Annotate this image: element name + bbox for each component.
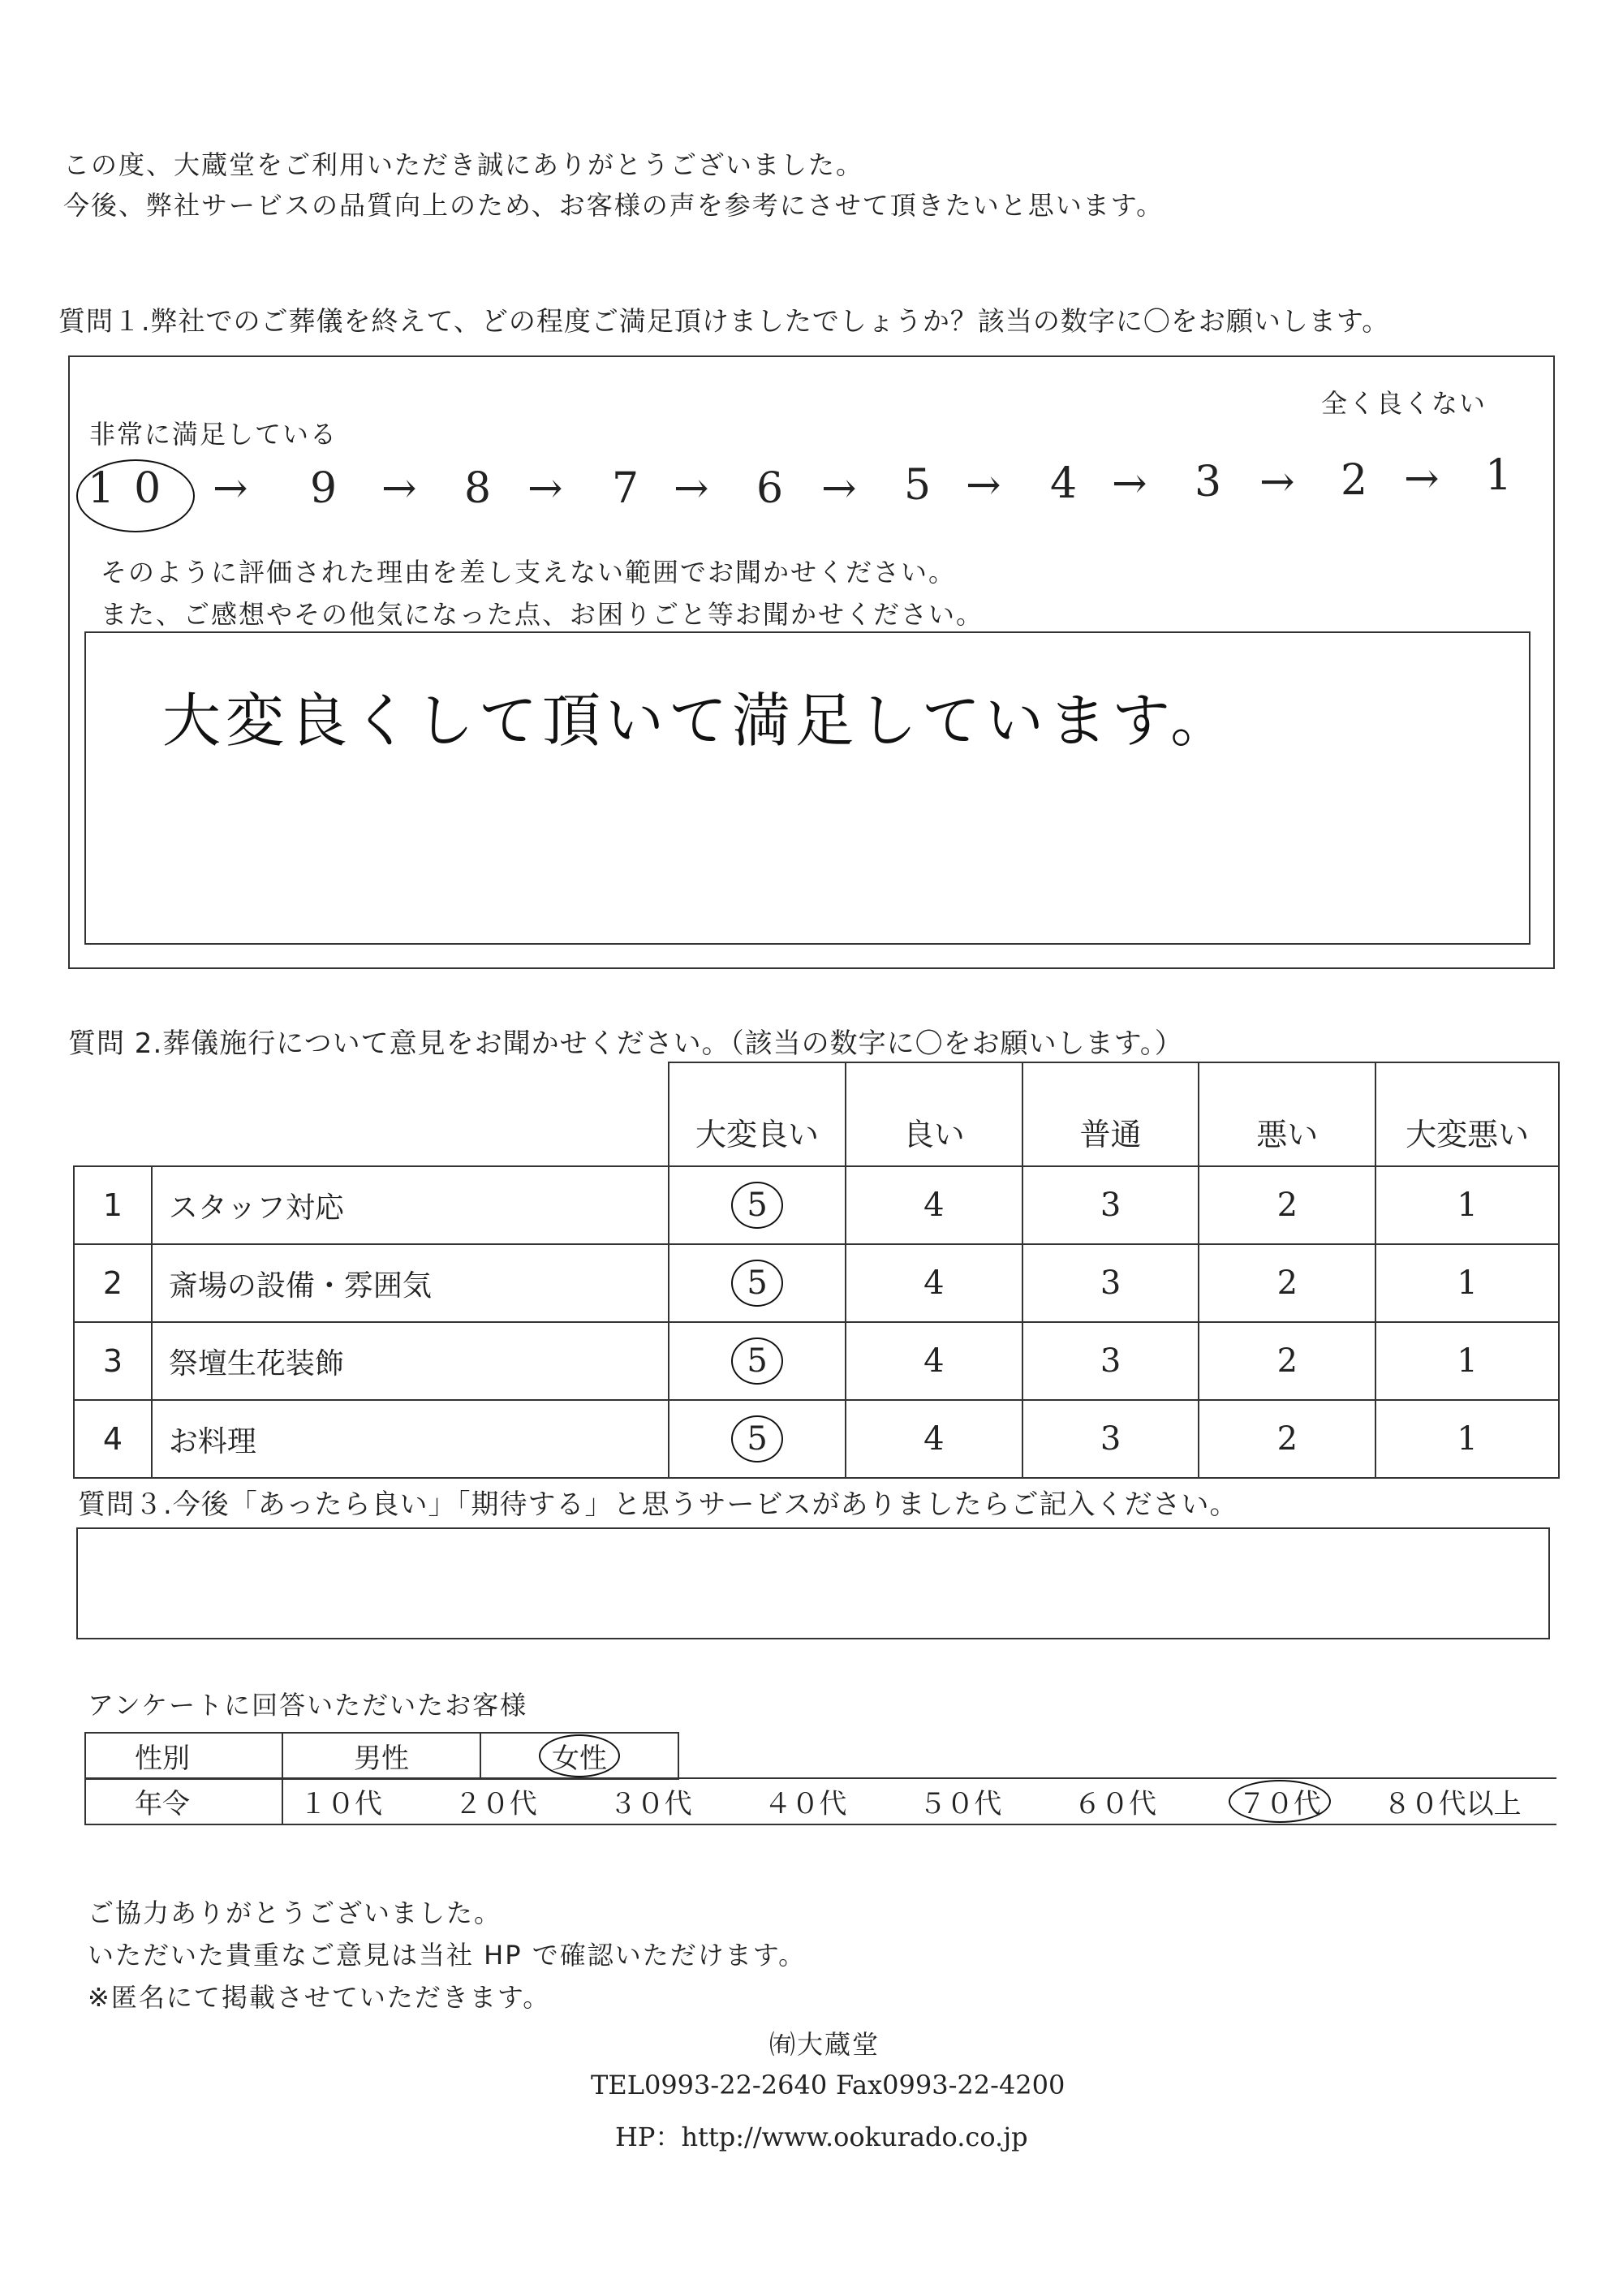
header-normal: 普通 (1022, 1062, 1199, 1166)
footer-note-1: いただいた貴重なご意見は当社 HP で確認いただけます。 (88, 1940, 807, 1971)
rating-cell[interactable]: 4 (846, 1322, 1022, 1400)
rating-cell[interactable] (669, 1322, 846, 1400)
rating-cell[interactable]: 3 (1022, 1400, 1199, 1478)
row-label: 斎場の設備・雰囲気 (152, 1244, 669, 1322)
q3-answer-field[interactable] (76, 1527, 1550, 1639)
table-row (74, 1244, 1559, 1322)
row-label: お料理 (152, 1400, 669, 1478)
rating-cell[interactable]: 3 (1022, 1244, 1199, 1322)
rating-cell[interactable]: 2 (1199, 1166, 1375, 1244)
header-good: 良い (846, 1062, 1022, 1166)
scale-arrow: → (213, 464, 248, 513)
company-hp-link[interactable]: HP：http://www.ookurado.co.jp (615, 2122, 1028, 2152)
customer-title: アンケートに回答いただいたお客様 (88, 1690, 528, 1721)
scale-arrow: → (674, 464, 709, 513)
row-number: 2 (74, 1244, 152, 1322)
age-40s[interactable]: ４０代 (764, 1788, 847, 1820)
q1-label-low: 全く良くない (1321, 388, 1487, 419)
age-label: 年令 (85, 1778, 282, 1824)
row-number: 3 (74, 1322, 152, 1400)
scale-arrow: → (527, 464, 563, 513)
age-10s[interactable]: １０代 (299, 1788, 382, 1820)
footer-note-2: ※匿名にて掲載させていただきます。 (88, 1982, 551, 2013)
rating-cell[interactable]: 1 (1375, 1400, 1559, 1478)
scale-10[interactable]: 10 (88, 464, 181, 513)
table-row (74, 1322, 1559, 1400)
selected-rating-circle: 5 (731, 1260, 783, 1307)
scale-2[interactable]: 2 (1341, 456, 1368, 505)
rating-cell[interactable]: 3 (1022, 1166, 1199, 1244)
q1-reason-prompt-1: そのように評価された理由を差し支えない範囲でお聞かせください。 (101, 557, 957, 588)
q1-handwritten-answer: 大変良くして頂いて満足しています。 (162, 687, 1234, 755)
selected-age-circle: ７０代 (1229, 1780, 1331, 1823)
scale-5[interactable]: 5 (904, 461, 932, 510)
scale-4[interactable]: 4 (1050, 459, 1078, 508)
row-label: 祭壇生花装飾 (152, 1322, 669, 1400)
selected-rating-circle: 5 (731, 1415, 783, 1462)
scale-arrow: → (1259, 458, 1295, 506)
q3-question: 質問３.今後「あったら良い」「期待する」と思うサービスがありましたらご記入ください。 (78, 1488, 1238, 1521)
rating-cell[interactable]: 4 (846, 1244, 1022, 1322)
scale-arrow: → (1112, 459, 1147, 508)
scale-arrow: → (381, 464, 417, 513)
q1-question: 質問１.弊社でのご葬儀を終えて、どの程度ご満足頂けましたでしょうか？該当の数字に〇をお願いします。 (58, 305, 1390, 337)
selected-rating-circle: 5 (731, 1182, 783, 1229)
q2-question: 質問 2.葬儀施行について意見をお聞かせください。（該当の数字に〇をお願いします。） (68, 1027, 1183, 1060)
row-label: スタッフ対応 (152, 1166, 669, 1244)
age-80s-plus[interactable]: ８０代以上 (1383, 1788, 1522, 1820)
scale-1[interactable]: 1 (1485, 451, 1513, 500)
selected-rating-circle: 5 (731, 1338, 783, 1385)
header-very-bad: 大変悪い (1375, 1062, 1559, 1166)
q1-label-high: 非常に満足している (89, 419, 338, 450)
gender-female[interactable] (480, 1733, 678, 1779)
table-row (74, 1166, 1559, 1244)
scale-3[interactable]: 3 (1195, 458, 1222, 506)
rating-cell[interactable]: 3 (1022, 1322, 1199, 1400)
age-30s[interactable]: ３０代 (609, 1788, 692, 1820)
selected-score-circle (76, 459, 195, 532)
scale-arrow: → (821, 464, 857, 513)
rating-cell[interactable] (669, 1244, 846, 1322)
rating-cell[interactable]: 4 (846, 1166, 1022, 1244)
scale-arrow: → (966, 461, 1001, 510)
rating-cell[interactable]: 1 (1375, 1166, 1559, 1244)
age-50s[interactable]: ５０代 (919, 1788, 1002, 1820)
table-row (74, 1400, 1559, 1478)
scale-7[interactable]: 7 (612, 464, 639, 513)
scale-8[interactable]: 8 (464, 464, 492, 513)
footer-thanks: ご協力ありがとうございました。 (88, 1898, 502, 1928)
rating-cell[interactable]: 2 (1199, 1244, 1375, 1322)
company-tel: TEL0993-22-2640 (591, 2070, 828, 2100)
scale-9[interactable]: 9 (310, 464, 338, 513)
intro-line-2: 今後、弊社サービスの品質向上のため、お客様の声を参考にさせて頂きたいと思います。 (63, 190, 1165, 221)
age-table (84, 1777, 1556, 1825)
selected-gender-circle: 女性 (539, 1734, 620, 1777)
customer-table (84, 1732, 679, 1780)
rating-cell[interactable]: 4 (846, 1400, 1022, 1478)
q2-rating-table (73, 1062, 1560, 1479)
row-number: 4 (74, 1400, 152, 1478)
rating-cell[interactable]: 1 (1375, 1244, 1559, 1322)
gender-male[interactable]: 男性 (282, 1733, 480, 1779)
gender-label: 性別 (85, 1733, 282, 1779)
scale-6[interactable]: 6 (756, 464, 784, 513)
rating-cell[interactable] (669, 1400, 846, 1478)
rating-cell[interactable]: 2 (1199, 1400, 1375, 1478)
header-very-good: 大変良い (669, 1062, 846, 1166)
age-60s[interactable]: ６０代 (1074, 1788, 1157, 1820)
rating-cell[interactable]: 1 (1375, 1322, 1559, 1400)
rating-cell[interactable] (669, 1166, 846, 1244)
rating-cell[interactable]: 2 (1199, 1322, 1375, 1400)
company-fax: Fax0993-22-4200 (836, 2070, 1065, 2100)
age-70s[interactable] (1229, 1780, 1375, 1823)
scale-arrow: → (1404, 454, 1440, 503)
q1-reason-prompt-2: また、ご感想やその他気になった点、お困りごと等お聞かせください。 (101, 599, 984, 630)
intro-line-1: この度、大蔵堂をご利用いただき誠にありがとうございました。 (63, 149, 864, 180)
age-options (282, 1778, 1556, 1824)
row-number: 1 (74, 1166, 152, 1244)
company-name: ㈲大蔵堂 (769, 2029, 880, 2060)
age-20s[interactable]: ２０代 (454, 1788, 537, 1820)
header-bad: 悪い (1199, 1062, 1375, 1166)
